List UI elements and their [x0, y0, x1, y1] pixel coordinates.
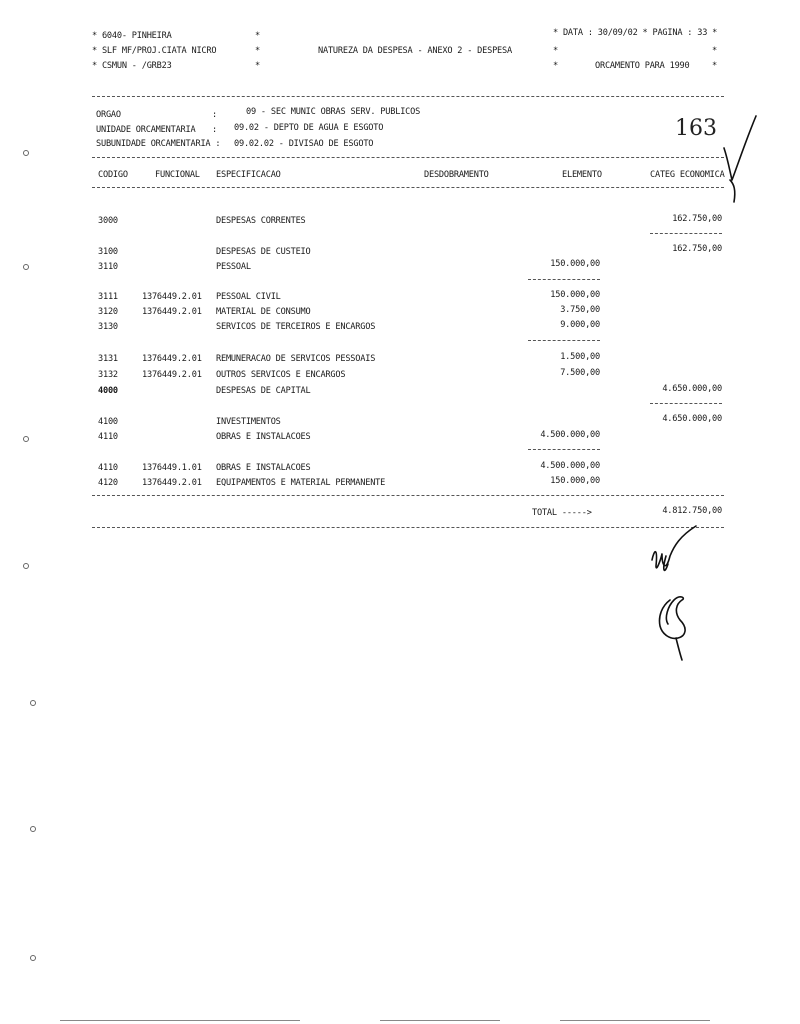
row-spec: DESPESAS DE CUSTEIO	[216, 247, 311, 257]
punch-hole	[23, 150, 29, 156]
report-title: NATUREZA DA DESPESA - ANEXO 2 - DESPESA	[318, 46, 512, 56]
subunidade-label: SUBUNIDADE ORCAMENTARIA :	[96, 139, 221, 149]
subtotal-rule	[650, 233, 722, 234]
punch-hole	[30, 955, 36, 961]
row-cat: 4.650.000,00	[662, 414, 722, 424]
orgao-sep: :	[212, 110, 217, 120]
orgao-value: 09 - SEC MUNIC OBRAS SERV. PUBLICOS	[246, 107, 421, 117]
subtotal-rule	[650, 403, 722, 404]
row-func: 1376449.2.01	[142, 478, 202, 488]
header-star: *	[712, 46, 717, 56]
row-spec: PESSOAL CIVIL	[216, 292, 281, 302]
row-code: 4100	[98, 417, 118, 427]
total-value: 4.812.750,00	[662, 506, 722, 516]
subtotal-rule	[528, 449, 600, 450]
header-star: *	[255, 31, 260, 41]
row-elem: 4.500.000,00	[540, 430, 600, 440]
header-line-3: * CSMUN - /GRB23	[92, 61, 172, 71]
total-label: TOTAL ----->	[532, 508, 592, 518]
row-cat: 4.650.000,00	[662, 384, 722, 394]
row-spec: DESPESAS DE CAPITAL	[216, 386, 311, 396]
subtotal-rule	[528, 340, 600, 341]
check-mark-signature	[690, 110, 760, 220]
punch-hole	[23, 563, 29, 569]
row-code: 3000	[98, 216, 118, 226]
row-code: 4000	[98, 386, 118, 396]
divider	[92, 495, 724, 496]
row-func: 1376449.2.01	[142, 370, 202, 380]
punch-hole	[23, 264, 29, 270]
row-code: 3131	[98, 354, 118, 364]
row-spec: DESPESAS CORRENTES	[216, 216, 306, 226]
row-spec: OBRAS E INSTALACOES	[216, 432, 311, 442]
row-spec: PESSOAL	[216, 262, 251, 272]
row-code: 4120	[98, 478, 118, 488]
row-spec: EQUIPAMENTOS E MATERIAL PERMANENTE	[216, 478, 386, 488]
row-spec: SERVICOS DE TERCEIROS E ENCARGOS	[216, 322, 376, 332]
col-elemento: ELEMENTO	[562, 170, 602, 180]
row-elem: 4.500.000,00	[540, 461, 600, 471]
header-star: *	[255, 46, 260, 56]
row-code: 4110	[98, 463, 118, 473]
header-line-2: * SLF MF/PROJ.CIATA NICRO	[92, 46, 217, 56]
row-elem: 150.000,00	[550, 476, 600, 486]
row-elem: 150.000,00	[550, 290, 600, 300]
scan-edge	[60, 1020, 300, 1021]
row-spec: REMUNERACAO DE SERVICOS PESSOAIS	[216, 354, 376, 364]
col-codigo: CODIGO	[98, 170, 128, 180]
row-spec: MATERIAL DE CONSUMO	[216, 307, 311, 317]
divider	[92, 187, 724, 188]
punch-hole	[30, 826, 36, 832]
divider	[92, 527, 724, 528]
row-cat: 162.750,00	[672, 214, 722, 224]
header-star: *	[553, 61, 558, 71]
col-categ: CATEG ECONOMICA	[650, 170, 725, 180]
row-func: 1376449.1.01	[142, 463, 202, 473]
row-elem: 7.500,00	[560, 368, 600, 378]
scan-edge	[560, 1020, 710, 1021]
row-elem: 1.500,00	[560, 352, 600, 362]
scan-edge	[380, 1020, 500, 1021]
row-cat: 162.750,00	[672, 244, 722, 254]
row-code: 3132	[98, 370, 118, 380]
header-star: *	[712, 61, 717, 71]
row-code: 3130	[98, 322, 118, 332]
row-code: 4110	[98, 432, 118, 442]
row-func: 1376449.2.01	[142, 354, 202, 364]
header-line-1: * 6040- PINHEIRA	[92, 31, 172, 41]
row-spec: INVESTIMENTOS	[216, 417, 281, 427]
row-code: 3100	[98, 247, 118, 257]
row-code: 3120	[98, 307, 118, 317]
row-code: 3110	[98, 262, 118, 272]
date-page-line: * DATA : 30/09/02 * PAGINA : 33 *	[553, 28, 718, 38]
row-func: 1376449.2.01	[142, 292, 202, 302]
row-func: 1376449.2.01	[142, 307, 202, 317]
row-spec: OUTROS SERVICOS E ENCARGOS	[216, 370, 346, 380]
unidade-label: UNIDADE ORCAMENTARIA	[96, 125, 196, 135]
row-elem: 9.000,00	[560, 320, 600, 330]
handwritten-page-number: 163	[675, 116, 717, 141]
divider	[92, 96, 724, 97]
row-elem: 150.000,00	[550, 259, 600, 269]
header-star: *	[553, 46, 558, 56]
col-especificacao: ESPECIFICACAO	[216, 170, 281, 180]
punch-hole	[30, 700, 36, 706]
row-spec: OBRAS E INSTALACOES	[216, 463, 311, 473]
col-funcional: FUNCIONAL	[155, 170, 200, 180]
subunidade-value: 09.02.02 - DIVISAO DE ESGOTO	[234, 139, 374, 149]
divider	[92, 157, 724, 158]
subtotal-rule	[528, 279, 600, 280]
punch-hole	[23, 436, 29, 442]
unidade-value: 09.02 - DEPTO DE AGUA E ESGOTO	[234, 123, 384, 133]
unidade-sep: :	[212, 125, 217, 135]
col-desdobramento: DESDOBRAMENTO	[424, 170, 489, 180]
header-star: *	[255, 61, 260, 71]
row-elem: 3.750,00	[560, 305, 600, 315]
row-code: 3111	[98, 292, 118, 302]
orgao-label: ORGAO	[96, 110, 121, 120]
budget-year: ORCAMENTO PARA 1990	[595, 61, 690, 71]
handwritten-initials-signature	[640, 520, 710, 670]
